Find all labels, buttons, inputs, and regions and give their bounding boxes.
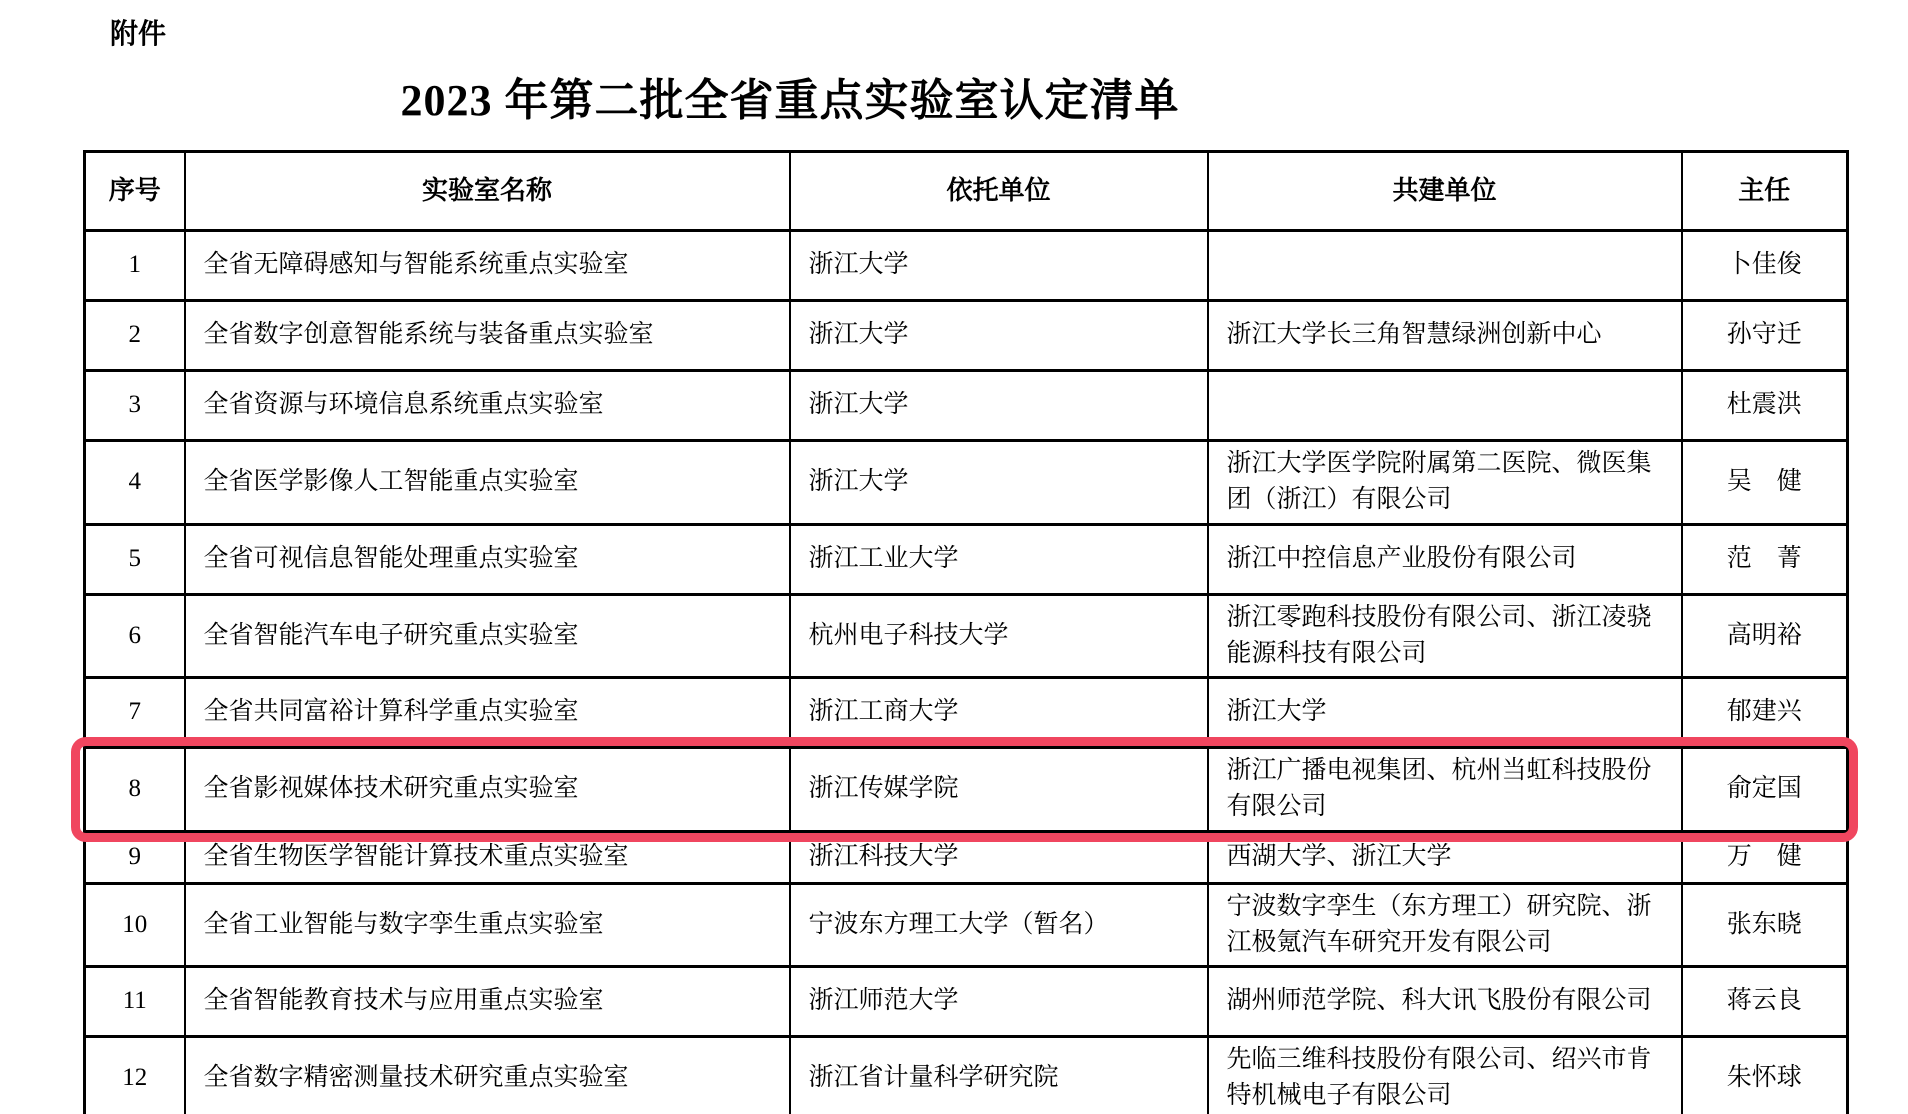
table-row	[85, 371, 1848, 441]
table-row	[85, 441, 1848, 525]
lab-name-cell: 全省数字创意智能系统与装备重点实验室	[185, 301, 790, 371]
host-unit-cell: 浙江传媒学院	[790, 748, 1208, 832]
lab-name-cell: 全省生物医学智能计算技术重点实验室	[185, 831, 790, 883]
table-row	[85, 883, 1848, 967]
director-cell: 蒋云良	[1682, 967, 1848, 1037]
partner-unit-cell: 浙江大学医学院附属第二医院、微医集团（浙江）有限公司	[1208, 441, 1682, 525]
table-row	[85, 594, 1848, 678]
partner-unit-cell: 西湖大学、浙江大学	[1208, 831, 1682, 883]
partner-unit-cell	[1208, 231, 1682, 301]
row-number-cell: 9	[85, 831, 185, 883]
table-row	[85, 967, 1848, 1037]
partner-unit-cell: 浙江中控信息产业股份有限公司	[1208, 524, 1682, 594]
director-cell: 高明裕	[1682, 594, 1848, 678]
director-cell: 俞定国	[1682, 748, 1848, 832]
director-cell: 孙守迁	[1682, 301, 1848, 371]
host-unit-cell: 浙江大学	[790, 371, 1208, 441]
lab-list-table	[83, 150, 1849, 1114]
director-cell: 郁建兴	[1682, 678, 1848, 748]
partner-unit-cell: 宁波数字孪生（东方理工）研究院、浙江极氪汽车研究开发有限公司	[1208, 883, 1682, 967]
host-unit-cell: 浙江大学	[790, 301, 1208, 371]
lab-name-cell: 全省影视媒体技术研究重点实验室	[185, 748, 790, 832]
header-row	[85, 152, 1848, 231]
row-number-cell: 7	[85, 678, 185, 748]
page-title: 2023 年第二批全省重点实验室认定清单	[400, 76, 1180, 125]
partner-unit-cell	[1208, 371, 1682, 441]
director-cell: 吴 健	[1682, 441, 1848, 525]
lab-name-cell: 全省工业智能与数字孪生重点实验室	[185, 883, 790, 967]
table-row	[85, 231, 1848, 301]
row-number-cell: 10	[85, 883, 185, 967]
row-number-cell: 12	[85, 1037, 185, 1114]
director-cell: 张东晓	[1682, 883, 1848, 967]
header-cell-lab: 实验室名称	[185, 152, 790, 231]
director-cell: 万 健	[1682, 831, 1848, 883]
table-row	[85, 524, 1848, 594]
host-unit-cell: 宁波东方理工大学（暂名）	[790, 883, 1208, 967]
row-number-cell: 4	[85, 441, 185, 525]
lab-name-cell: 全省共同富裕计算科学重点实验室	[185, 678, 790, 748]
table-row	[85, 831, 1848, 883]
partner-unit-cell: 先临三维科技股份有限公司、绍兴市肯特机械电子有限公司	[1208, 1037, 1682, 1114]
director-cell: 范 菁	[1682, 524, 1848, 594]
lab-name-cell: 全省医学影像人工智能重点实验室	[185, 441, 790, 525]
host-unit-cell: 浙江工业大学	[790, 524, 1208, 594]
attachment-label: 附件	[110, 18, 167, 49]
partner-unit-cell: 浙江零跑科技股份有限公司、浙江凌骁能源科技有限公司	[1208, 594, 1682, 678]
lab-name-cell: 全省数字精密测量技术研究重点实验室	[185, 1037, 790, 1114]
host-unit-cell: 浙江科技大学	[790, 831, 1208, 883]
lab-name-cell: 全省智能教育技术与应用重点实验室	[185, 967, 790, 1037]
row-number-cell: 11	[85, 967, 185, 1037]
header-cell-partner: 共建单位	[1208, 152, 1682, 231]
director-cell: 杜震洪	[1682, 371, 1848, 441]
table-container	[83, 150, 1846, 1114]
table-row	[85, 678, 1848, 748]
header-cell-director: 主任	[1682, 152, 1848, 231]
row-number-cell: 6	[85, 594, 185, 678]
table-row	[85, 1037, 1848, 1114]
partner-unit-cell: 湖州师范学院、科大讯飞股份有限公司	[1208, 967, 1682, 1037]
table-row	[85, 301, 1848, 371]
partner-unit-cell: 浙江大学长三角智慧绿洲创新中心	[1208, 301, 1682, 371]
host-unit-cell: 杭州电子科技大学	[790, 594, 1208, 678]
header-cell-host: 依托单位	[790, 152, 1208, 231]
lab-name-cell: 全省无障碍感知与智能系统重点实验室	[185, 231, 790, 301]
table-row	[85, 748, 1848, 832]
lab-name-cell: 全省智能汽车电子研究重点实验室	[185, 594, 790, 678]
row-number-cell: 2	[85, 301, 185, 371]
row-number-cell: 5	[85, 524, 185, 594]
row-number-cell: 3	[85, 371, 185, 441]
director-cell: 朱怀球	[1682, 1037, 1848, 1114]
host-unit-cell: 浙江师范大学	[790, 967, 1208, 1037]
partner-unit-cell: 浙江大学	[1208, 678, 1682, 748]
host-unit-cell: 浙江大学	[790, 231, 1208, 301]
partner-unit-cell: 浙江广播电视集团、杭州当虹科技股份有限公司	[1208, 748, 1682, 832]
host-unit-cell: 浙江省计量科学研究院	[790, 1037, 1208, 1114]
row-number-cell: 1	[85, 231, 185, 301]
lab-name-cell: 全省资源与环境信息系统重点实验室	[185, 371, 790, 441]
host-unit-cell: 浙江工商大学	[790, 678, 1208, 748]
lab-name-cell: 全省可视信息智能处理重点实验室	[185, 524, 790, 594]
director-cell: 卜佳俊	[1682, 231, 1848, 301]
header-cell-no: 序号	[85, 152, 185, 231]
host-unit-cell: 浙江大学	[790, 441, 1208, 525]
table-body	[85, 231, 1848, 1114]
row-number-cell: 8	[85, 748, 185, 832]
